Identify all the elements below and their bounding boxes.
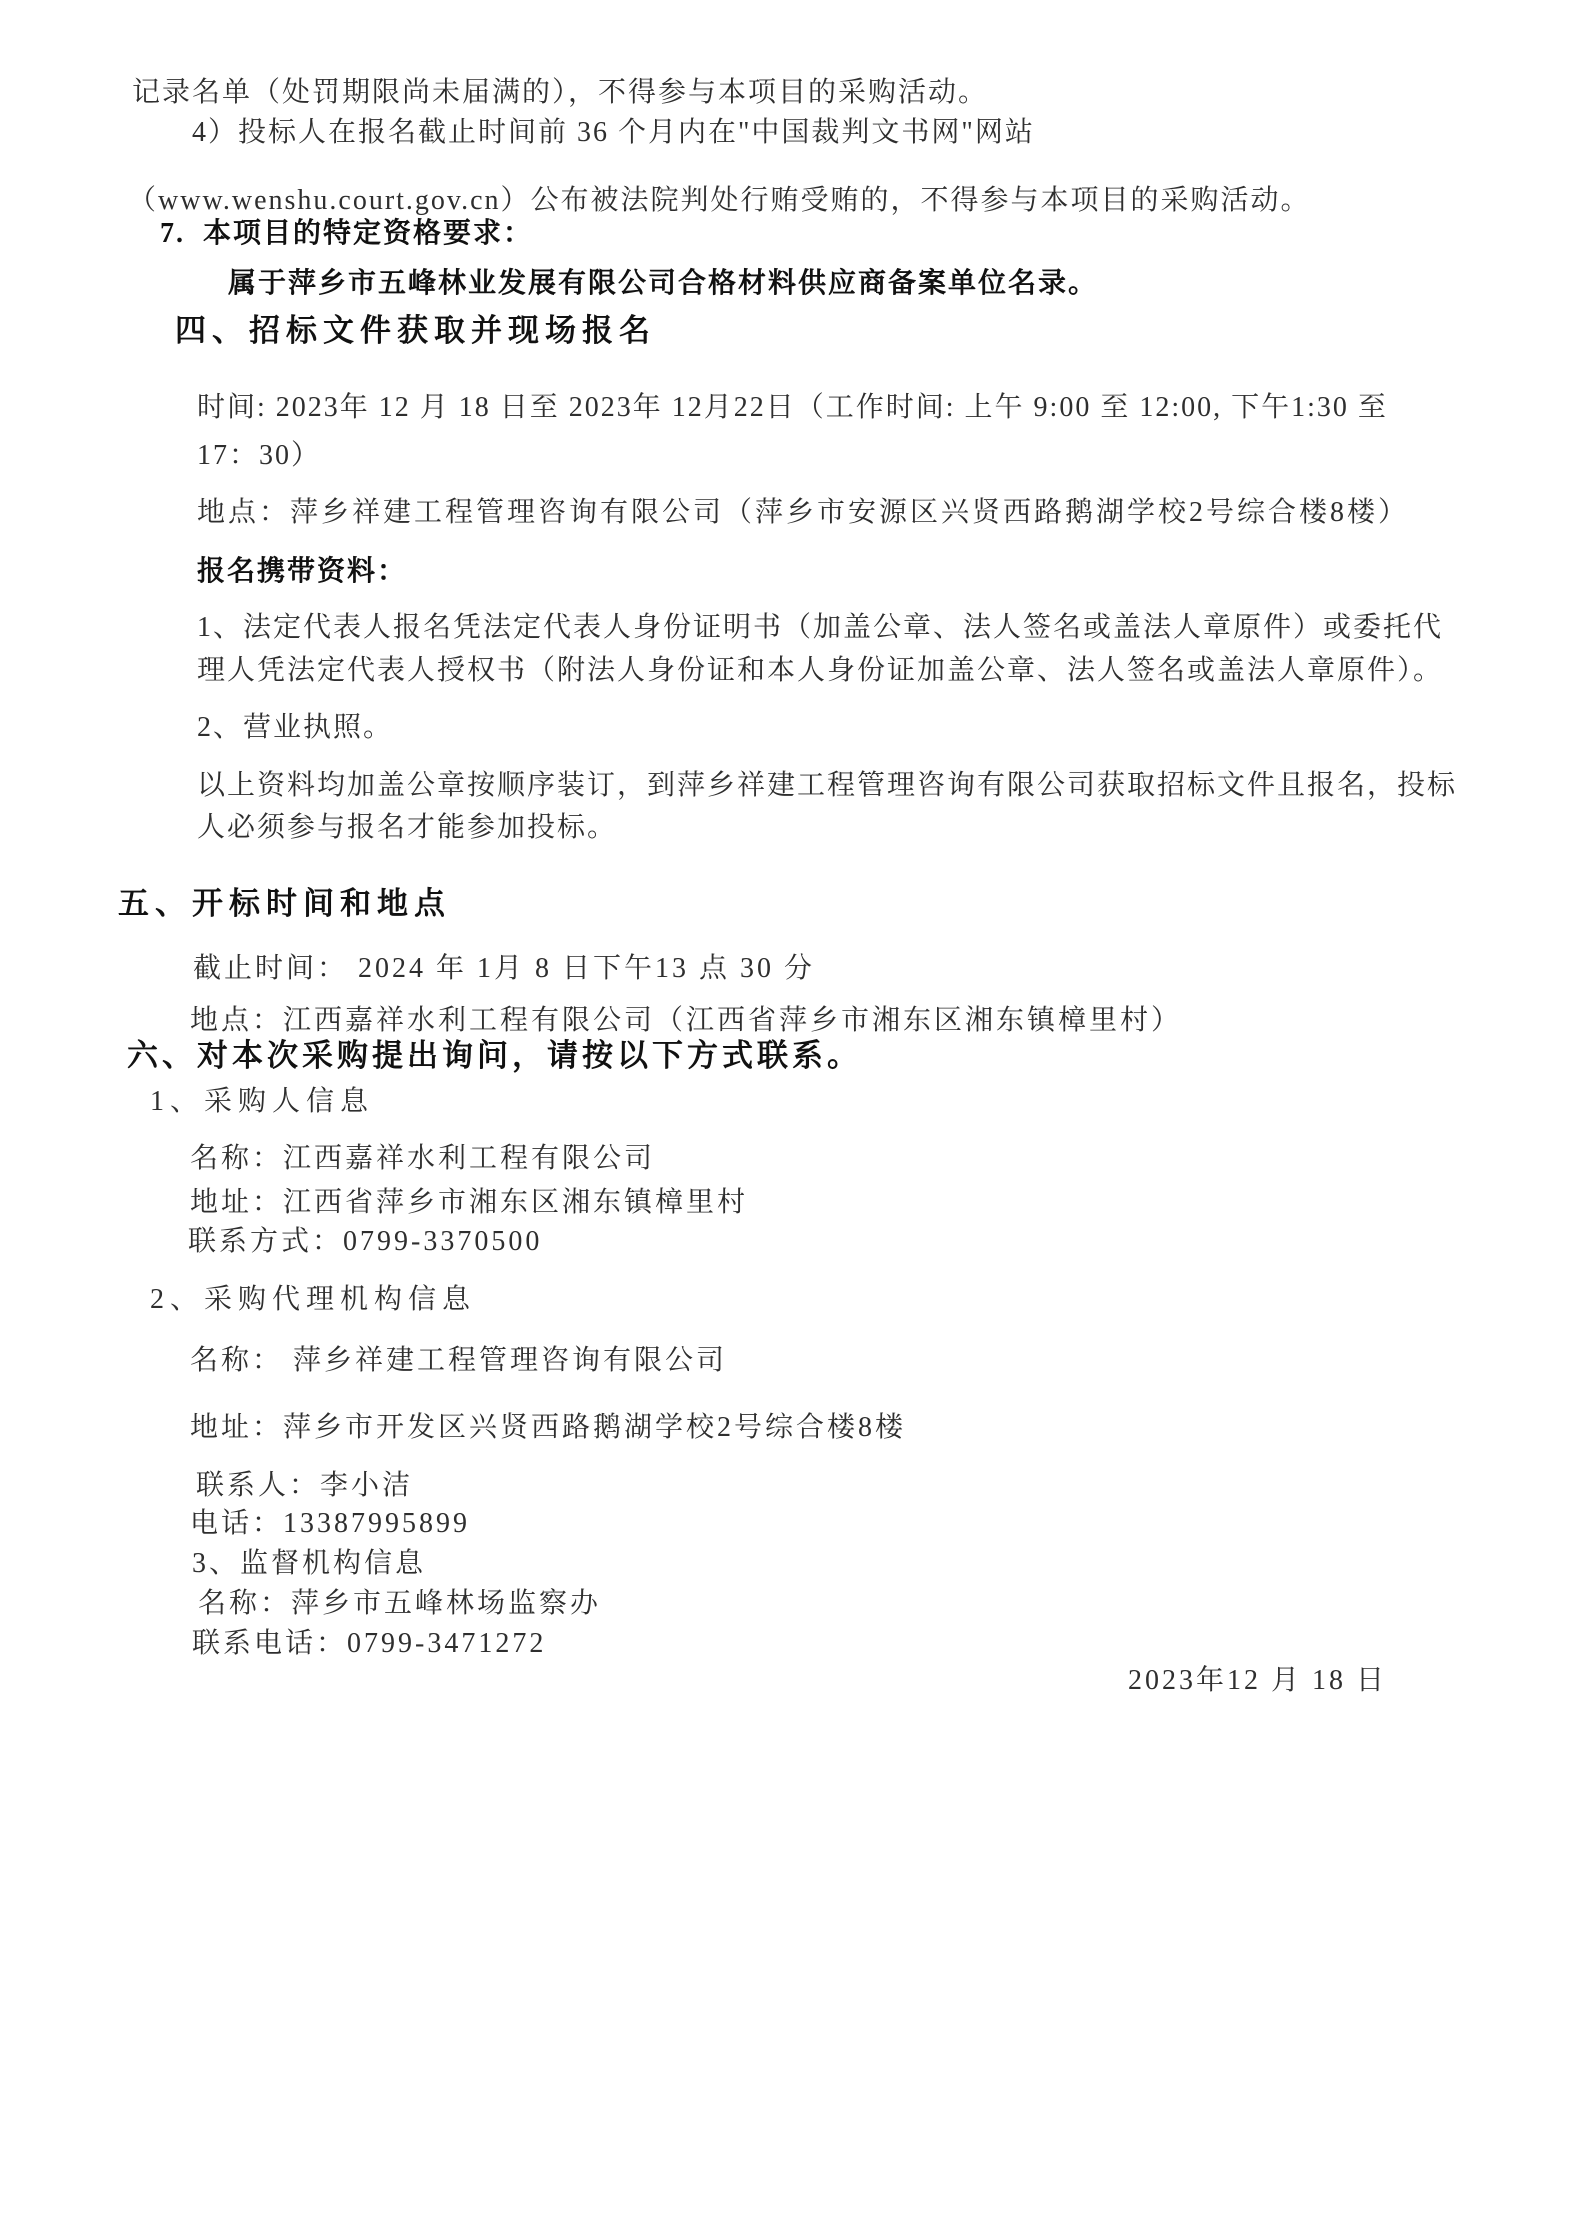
purchaser-name-line: 名称：江西嘉祥水利工程有限公司 bbox=[190, 1143, 656, 1174]
registration-materials-title: 报名携带资料： bbox=[197, 556, 408, 587]
agency-info-subtitle: 2、采购代理机构信息 bbox=[150, 1284, 477, 1315]
section-4-location-line: 地点：萍乡祥建工程管理咨询有限公司（萍乡市安源区兴贤西路鹅湖学校2号综合楼8楼） bbox=[197, 497, 1410, 528]
agency-contact-person-line: 联系人：李小洁 bbox=[196, 1470, 414, 1501]
section-6-heading: 六、对本次采购提出询问，请按以下方式联系。 bbox=[127, 1038, 862, 1073]
section-4-time-line-1: 时间: 2023年 12 月 18 日至 2023年 12月22日（工作时间: 上午 9:00 至 12:00, 下午1:30 至 bbox=[197, 392, 1388, 423]
section-4-heading: 四、招标文件获取并现场报名 bbox=[175, 313, 656, 348]
supervision-name-line: 名称：萍乡市五峰林场监察办 bbox=[198, 1588, 602, 1619]
purchaser-contact-line: 联系方式：0799-3370500 bbox=[188, 1226, 543, 1257]
purchaser-info-subtitle: 1、采购人信息 bbox=[150, 1086, 375, 1117]
supervision-info-subtitle: 3、监督机构信息 bbox=[192, 1548, 427, 1579]
section-4-time-line-2: 17：30） bbox=[197, 440, 322, 471]
clause-4-bidder-judgment-site: 4）投标人在报名截止时间前 36 个月内在"中国裁判文书网"网站 bbox=[192, 117, 1035, 148]
section-5-heading: 五、开标时间和地点 bbox=[118, 886, 451, 921]
section-5-deadline-line: 截止时间： 2024 年 1月 8 日下午13 点 30 分 bbox=[193, 953, 816, 984]
clause-4-wenshu-url-line: （www.wenshu.court.gov.cn）公布被法院判处行贿受贿的，不得参与本项目的采购活动。 bbox=[128, 185, 1311, 216]
material-1-line-1: 1、法定代表人报名凭法定代表人身份证明书（加盖公章、法人签名或盖法人章原件）或委托代 bbox=[197, 612, 1444, 643]
clause-7-specific-qualification-body: 属于萍乡市五峰林业发展有限公司合格材料供应商备案单位名录。 bbox=[228, 268, 1099, 299]
materials-note-line-1: 以上资料均加盖公章按顺序装订，到萍乡祥建工程管理咨询有限公司获取招标文件且报名，投标 bbox=[197, 770, 1458, 801]
agency-phone-line: 电话：13387995899 bbox=[190, 1508, 471, 1539]
purchaser-address-line: 地址：江西省萍乡市湘东区湘东镇樟里村 bbox=[190, 1187, 749, 1218]
material-1-line-2: 理人凭法定代表人授权书（附法人身份证和本人身份证加盖公章、法人签名或盖法人章原件）。 bbox=[197, 655, 1444, 686]
document-date: 2023年12 月 18 日 bbox=[1128, 1665, 1388, 1696]
clause-7-specific-qualification-title: 7. 本项目的特定资格要求： bbox=[160, 218, 534, 249]
agency-name-line: 名称： 萍乡祥建工程管理咨询有限公司 bbox=[190, 1345, 728, 1376]
supervision-phone-line: 联系电话：0799-3471272 bbox=[192, 1628, 547, 1659]
agency-address-line: 地址：萍乡市开发区兴贤西路鹅湖学校2号综合楼8楼 bbox=[190, 1412, 907, 1443]
section-5-location-line: 地点：江西嘉祥水利工程有限公司（江西省萍乡市湘东区湘东镇樟里村） bbox=[190, 1005, 1183, 1036]
paragraph-continuation-penalty-list: 记录名单（处罚期限尚未届满的），不得参与本项目的采购活动。 bbox=[132, 77, 989, 108]
material-2-business-license: 2、营业执照。 bbox=[197, 712, 394, 743]
materials-note-line-2: 人必须参与报名才能参加投标。 bbox=[197, 812, 618, 843]
